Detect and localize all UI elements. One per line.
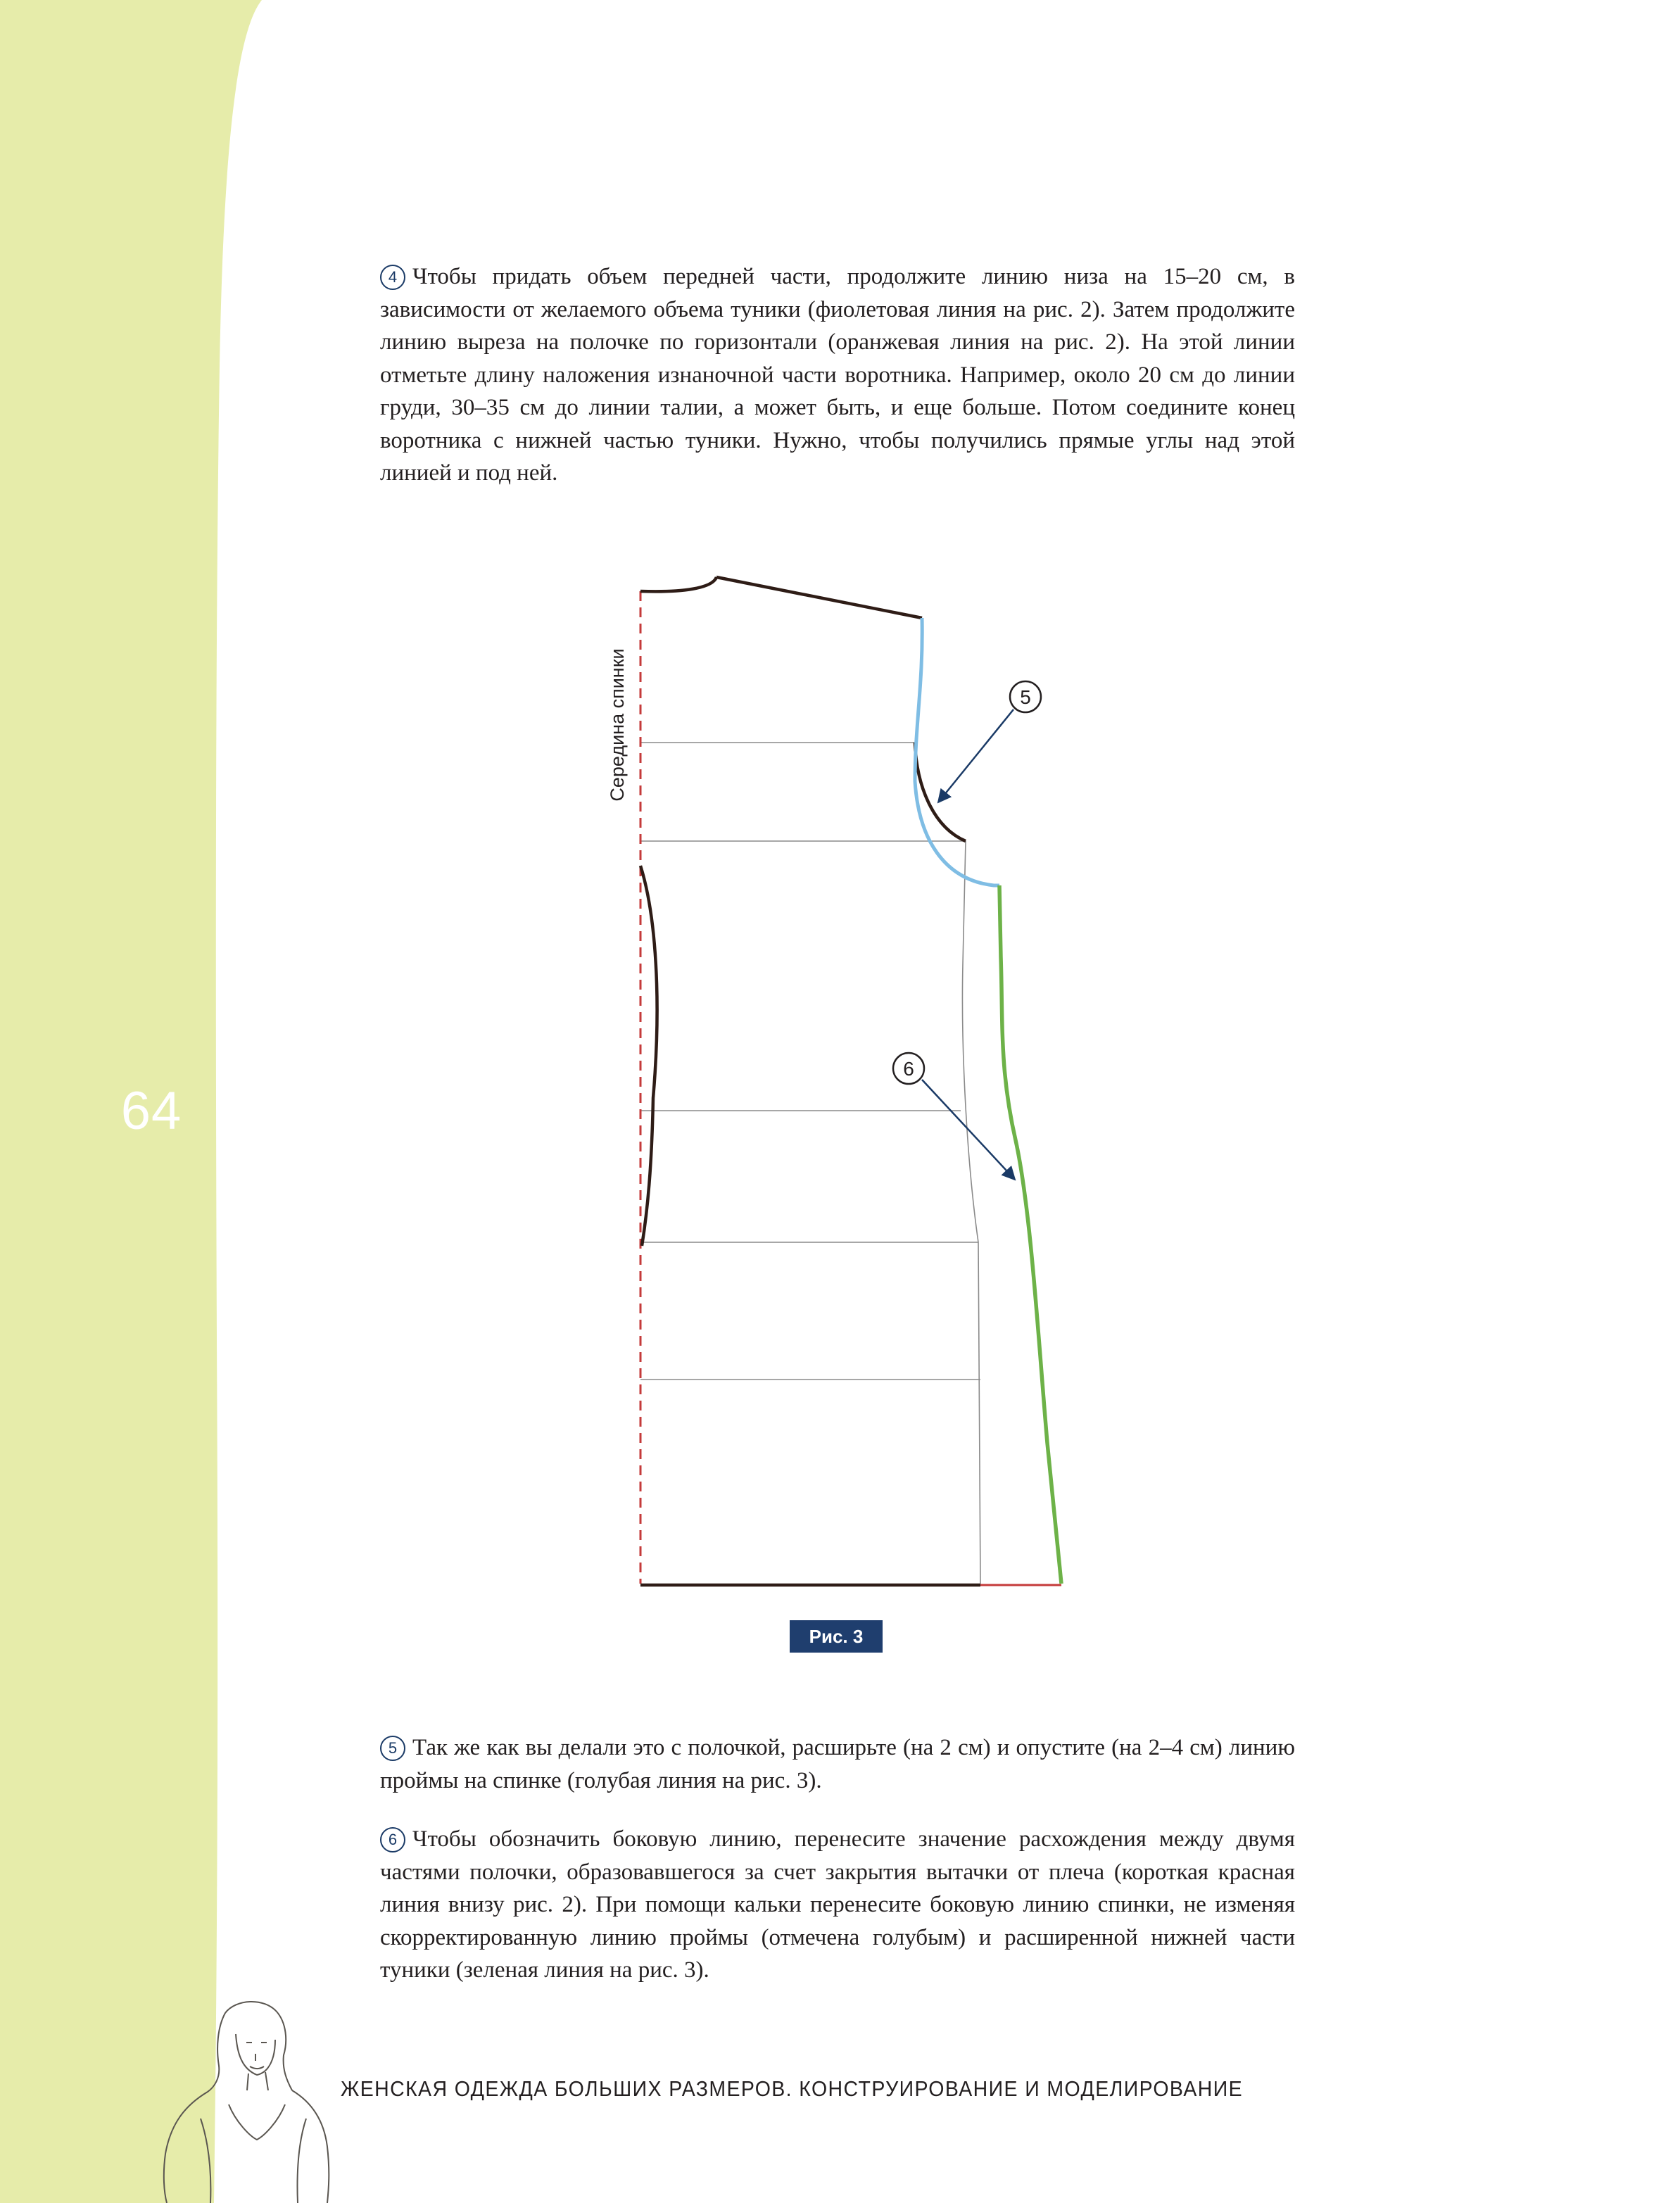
woman-illustration — [158, 1999, 341, 2203]
center-back-label: Середина спинки — [607, 648, 628, 802]
callout-6-arrow — [922, 1080, 1015, 1180]
pattern-figure — [563, 563, 1098, 1619]
figure-caption: Рис. 3 — [790, 1620, 883, 1653]
paragraph-step-6 — [380, 1823, 1295, 1987]
extended-side-line-green — [999, 885, 1061, 1584]
paragraph-step-5 — [380, 1731, 1295, 1797]
footer-book-title: ЖЕНСКАЯ ОДЕЖДА БОЛЬШИХ РАЗМЕРОВ. КОНСТРУИРОВАНИЕ И МОДЕЛИРОВАНИЕ — [341, 2076, 1244, 2101]
paragraph-step-5-text: Так же как вы делали это с полочкой, расширьте (на 2 см) и опустите (на 2–4 см) линию проймы на спинке (голубая линия на рис. 3). — [380, 1735, 1295, 1793]
callout-5-label: 5 — [1020, 686, 1031, 708]
callout-6-label: 6 — [903, 1058, 914, 1080]
back-original-side-line — [962, 841, 980, 1584]
paragraph-step-4 — [380, 260, 1295, 490]
shoulder-line — [716, 577, 922, 618]
paragraph-step-4-text: Чтобы придать объем передней части, продолжите линию низа на 15–20 см, в зависимости от желаемого объема туники (фиолетовая линия на рис. 2). Затем продолжите линию выреза на полочке по горизонтали (оранжевая линия на рис. 2). На этой линии отметьте длину наложения изнаночной части воротника. Например, около 20 см до линии груди, 30–35 см до линии талии, а может быть, и еще больше. Потом соедините конец воротника с нижней частью туники. Нужно, чтобы получились прямые углы над этой линией и под ней. — [380, 264, 1295, 486]
corrected-armhole-blue — [915, 618, 999, 885]
step-marker-4: 4 — [380, 265, 405, 290]
center-back-waist-curve — [640, 866, 657, 1246]
guide-lines — [640, 743, 980, 1584]
page-number: 64 — [120, 1081, 182, 1141]
neckline — [640, 577, 716, 591]
paragraph-step-6-text: Чтобы обозначить боковую линию, перенесите значение расхождения между двумя частями полочки, образовавшегося за счет закрытия вытачки от плеча (короткая красная линия внизу рис. 2). При помощи кальки перенесите боковую линию спинки, не изменяя скорректированную линию проймы (отмечена голубым) и расширенной нижней части туники (зеленая линия на рис. 3). — [380, 1826, 1295, 1983]
step-marker-5: 5 — [380, 1736, 405, 1761]
callout-5-arrow — [938, 709, 1013, 802]
step-marker-6: 6 — [380, 1827, 405, 1852]
pattern-outline — [640, 577, 980, 1585]
